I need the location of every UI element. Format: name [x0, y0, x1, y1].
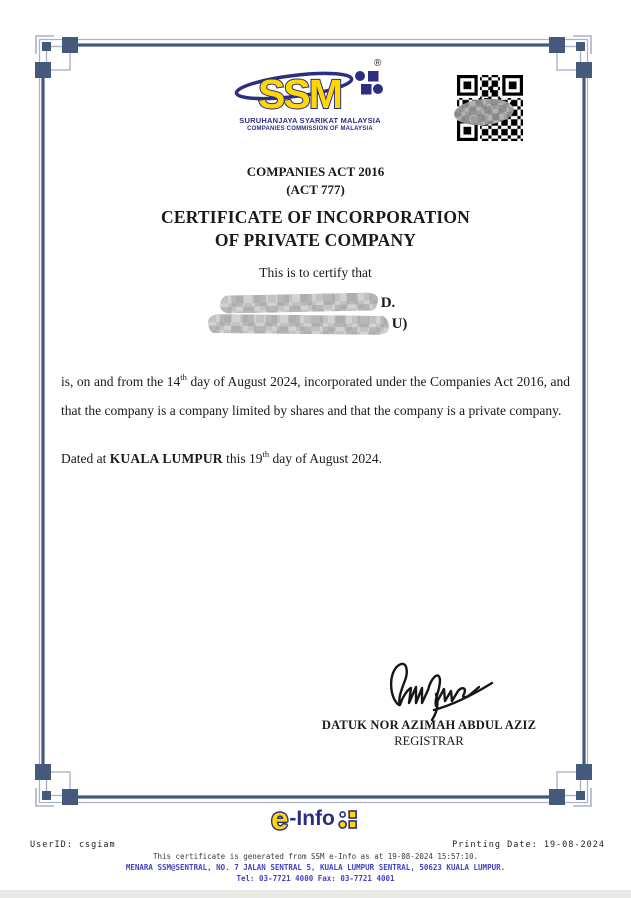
body-ordinal-sup: th [180, 371, 187, 382]
ssm-logo [234, 64, 386, 132]
company-name-line1 [220, 294, 396, 312]
footer-user-id: UserID: csgiam [30, 840, 116, 850]
registered-trademark-icon: ® [374, 58, 382, 69]
body-text: is, on and from the 14 [61, 373, 181, 389]
company-name [0, 294, 623, 334]
certificate-title-line1: CERTIFICATE OF INCORPORATION [161, 207, 470, 227]
ssm-logo-mark [234, 64, 386, 114]
dated-mid: this 19 [222, 451, 263, 466]
company-name-redaction [220, 292, 378, 313]
einfo-e: e [271, 801, 289, 836]
body-text: day of August 2024, incorporated under the Companies Act 2016, and that the company is a company limited by shares and that the company is a private company. [61, 373, 570, 418]
einfo-wordmark: -Info [289, 807, 335, 830]
act-heading [0, 163, 631, 199]
dated-line [61, 451, 382, 467]
act-line1: COMPANIES ACT 2016 [246, 164, 385, 179]
registrar-name: DATUK NOR AZIMAH ABDUL AZIZ [321, 718, 537, 732]
company-name-redaction [207, 314, 388, 335]
qr-code [456, 74, 524, 142]
incorporation-paragraph [61, 367, 570, 426]
act-line2: (ACT 777) [286, 182, 345, 197]
certificate-title-line2: OF PRIVATE COMPANY [214, 229, 417, 250]
dated-suffix: day of August 2024. [269, 451, 383, 466]
signatory-block [311, 717, 547, 749]
footer-printing-date: Printing Date: 19-08-2024 [452, 840, 605, 850]
ssm-acronym: SSM [258, 71, 341, 114]
company-name-suffix2: U) [391, 316, 408, 332]
einfo-logo [271, 801, 360, 836]
dated-ordinal-sup: th [262, 449, 270, 459]
registrar-signature [386, 650, 498, 722]
company-name-line2 [208, 315, 408, 334]
dated-prefix: Dated at [61, 451, 110, 466]
dated-place: KUALA LUMPUR [109, 451, 223, 466]
footer-tel-line: Tel: 03-7721 4000 Fax: 03-7721 4001 [236, 874, 395, 883]
einfo-dots-icon [338, 809, 360, 831]
footer-address-line: MENARA SSM@SENTRAL, NO. 7 JALAN SENTRAL 5, KUALA LUMPUR SENTRAL, 50623 KUALA LUMPUR. [125, 862, 506, 872]
registrar-title: REGISTRAR [394, 734, 464, 748]
ssm-tagline-english: COMPANIES COMMISSION OF MALAYSIA [247, 126, 373, 132]
ssm-tagline-malay: SURUHANJAYA SYARIKAT MALAYSIA [239, 116, 381, 125]
footer-generated-line: This certificate is generated from SSM e-Info as at 19-08-2024 15:57:10. [152, 851, 479, 861]
certificate-title [0, 206, 631, 251]
ssm-dots-icon [355, 71, 383, 95]
certify-line: This is to certify that [259, 265, 372, 280]
company-name-suffix1: D. [380, 294, 396, 311]
window-bottom-strip [0, 890, 631, 898]
